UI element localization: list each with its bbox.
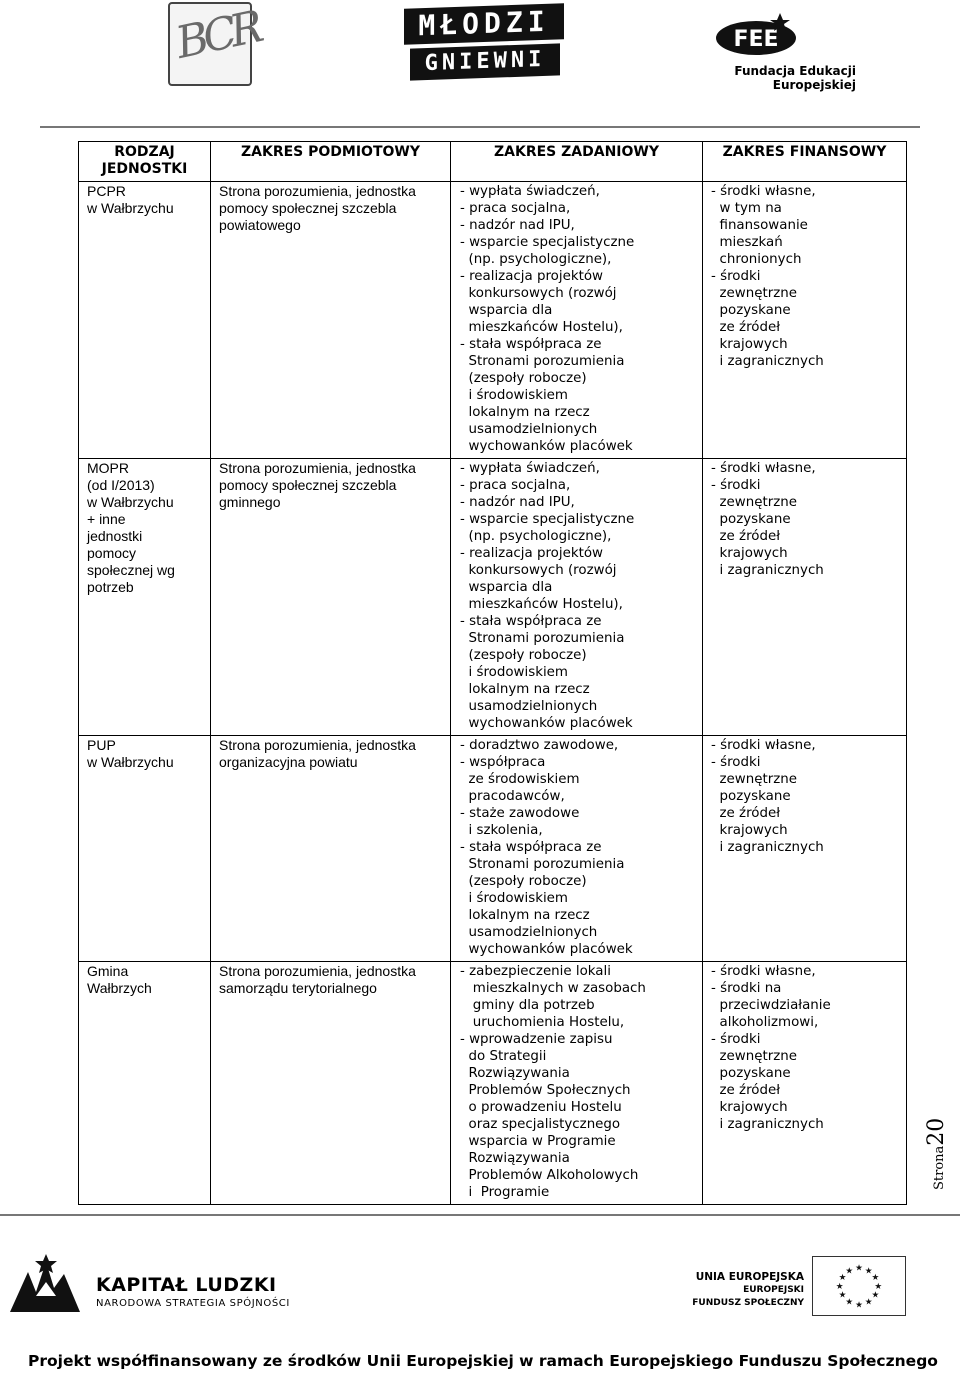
cell-subject: Strona porozumienia, jednostka pomocy społecznej szczebla gminnego [211,459,451,736]
eu-flag [812,1256,906,1316]
header-subject-scope: ZAKRES PODMIOTOWY [211,142,451,182]
svg-text:★: ★ [838,1290,847,1301]
project-cofinancing-note: Projekt współfinansowany ze środków Unii Europejskiej w ramach Europejskiego Funduszu Społecznego [28,1352,938,1370]
svg-text:★: ★ [871,1290,880,1301]
cell-tasks: - zabezpieczenie lokali mieszkalnych w zasobach gminy dla potrzeb uruchomienia Hostelu, - wprowadzenie zapisu do Strategii Rozwiązywania Problemów Społecznych o prowadzeniu Hostelu oraz specjalistycznego wsparcia w Programie Rozwiązywania Problemów Alkoholowych i Programie [451,962,703,1205]
cell-tasks: - doradztwo zawodowe, - współpraca ze środowiskiem pracodawców, - staże zawodowe i szkolenia, - stała współpraca ze Stronami porozumienia (zespoły robocze) i środowiskiem lokalnym na rzecz usamodzielnionych wychowanków placówek [451,736,703,962]
cooperation-table [78,141,907,1205]
kapital-ludzki-subtitle: NARODOWA STRATEGIA SPÓJNOŚCI [96,1298,290,1309]
header-task-scope: ZAKRES ZADANIOWY [451,142,703,182]
eu-stars-icon [813,1257,905,1315]
cell-tasks: - wypłata świadczeń, - praca socjalna, - nadzór nad IPU, - wsparcie specjalistyczne (np. psychologiczne), - realizacja projektów konkursowych (rozwój wsparcia dla mieszkańców Hostelu), - stała współpraca ze Stronami porozumienia (zespoły robocze) i środowiskiem lokalnym na rzecz usamodzielnionych wychowanków placówek [451,182,703,459]
header-unit-type: RODZAJ JEDNOSTKI [79,142,211,182]
svg-text:★: ★ [845,1266,854,1277]
eu-line2: EUROPEJSKI [743,1285,804,1295]
fee-logo-mark: FEE [733,27,779,52]
cell-finance: - środki własne, w tym na finansowanie mieszkań chronionych - środki zewnętrzne pozyskane ze źródeł krajowych i zagranicznych [703,182,907,459]
cell-subject: Strona porozumienia, jednostka organizacyjna powiatu [211,736,451,962]
kapital-ludzki-star-icon [6,1252,84,1316]
svg-text:★: ★ [838,1273,847,1284]
cell-unit: MOPR (od I/2013) w Wałbrzychu + inne jednostki pomocy społecznej wg potrzeb [79,459,211,736]
cell-unit: Gmina Wałbrzych [79,962,211,1205]
cell-unit: PCPR w Wałbrzychu [79,182,211,459]
page-number [924,1117,960,1190]
svg-text:★: ★ [845,1297,854,1308]
eu-line1: UNIA EUROPEJSKA [695,1271,804,1283]
svg-text:★: ★ [864,1266,873,1277]
svg-text:★: ★ [874,1281,883,1292]
fee-logo-name: Fundacja Edukacji Europejskiej [734,64,856,92]
cell-subject: Strona porozumienia, jednostka samorządu terytorialnego [211,962,451,1205]
kapital-ludzki-title: KAPITAŁ LUDZKI [96,1274,277,1296]
svg-text:★: ★ [855,1300,863,1311]
table-row-pup [79,736,907,962]
cell-unit: PUP w Wałbrzychu [79,736,211,962]
footer-divider [0,1214,960,1216]
header-finance-scope: ZAKRES FINANSOWY [703,142,907,182]
page-number-value: 20 [924,1117,949,1146]
cell-tasks: - wypłata świadczeń, - praca socjalna, - nadzór nad IPU, - wsparcie specjalistyczne (np. psychologiczne), - realizacja projektów konkursowych (rozwój wsparcia dla mieszkańców Hostelu), - stała współpraca ze Stronami porozumienia (zespoły robocze) i środowiskiem lokalnym na rzecz usamodzielnionych wychowanków placówek [451,459,703,736]
header-divider [40,126,920,128]
eu-line3: FUNDUSZ SPOŁECZNY [692,1298,804,1308]
bcr-logo [168,2,263,86]
svg-text:★: ★ [855,1263,863,1274]
svg-text:★: ★ [835,1281,844,1292]
table-row-gmina [79,962,907,1205]
svg-text:★: ★ [871,1273,880,1284]
bcr-logo-text: BCR [171,2,263,69]
mlodzi-logo-line2: GNIEWNI [410,43,560,80]
cell-finance: - środki własne, - środki zewnętrzne pozyskane ze źródeł krajowych i zagranicznych [703,459,907,736]
fee-logo [666,6,856,92]
table-header-row [79,142,907,182]
table-row-pcpr [79,182,907,459]
fee-star-icon [714,12,800,56]
mlodzi-gniewni-logo [404,6,564,80]
eu-fund-text [676,1271,804,1310]
table-row-mopr [79,459,907,736]
page-number-label: Strona [932,1145,947,1190]
cell-finance: - środki własne, - środki na przeciwdziałanie alkoholizmowi, - środki zewnętrzne pozyskane ze źródeł krajowych i zagranicznych [703,962,907,1205]
cell-finance: - środki własne, - środki zewnętrzne pozyskane ze źródeł krajowych i zagranicznych [703,736,907,962]
svg-text:★: ★ [864,1297,873,1308]
mlodzi-logo-line1: MŁODZI [404,3,564,45]
cell-subject: Strona porozumienia, jednostka pomocy społecznej szczebla powiatowego [211,182,451,459]
